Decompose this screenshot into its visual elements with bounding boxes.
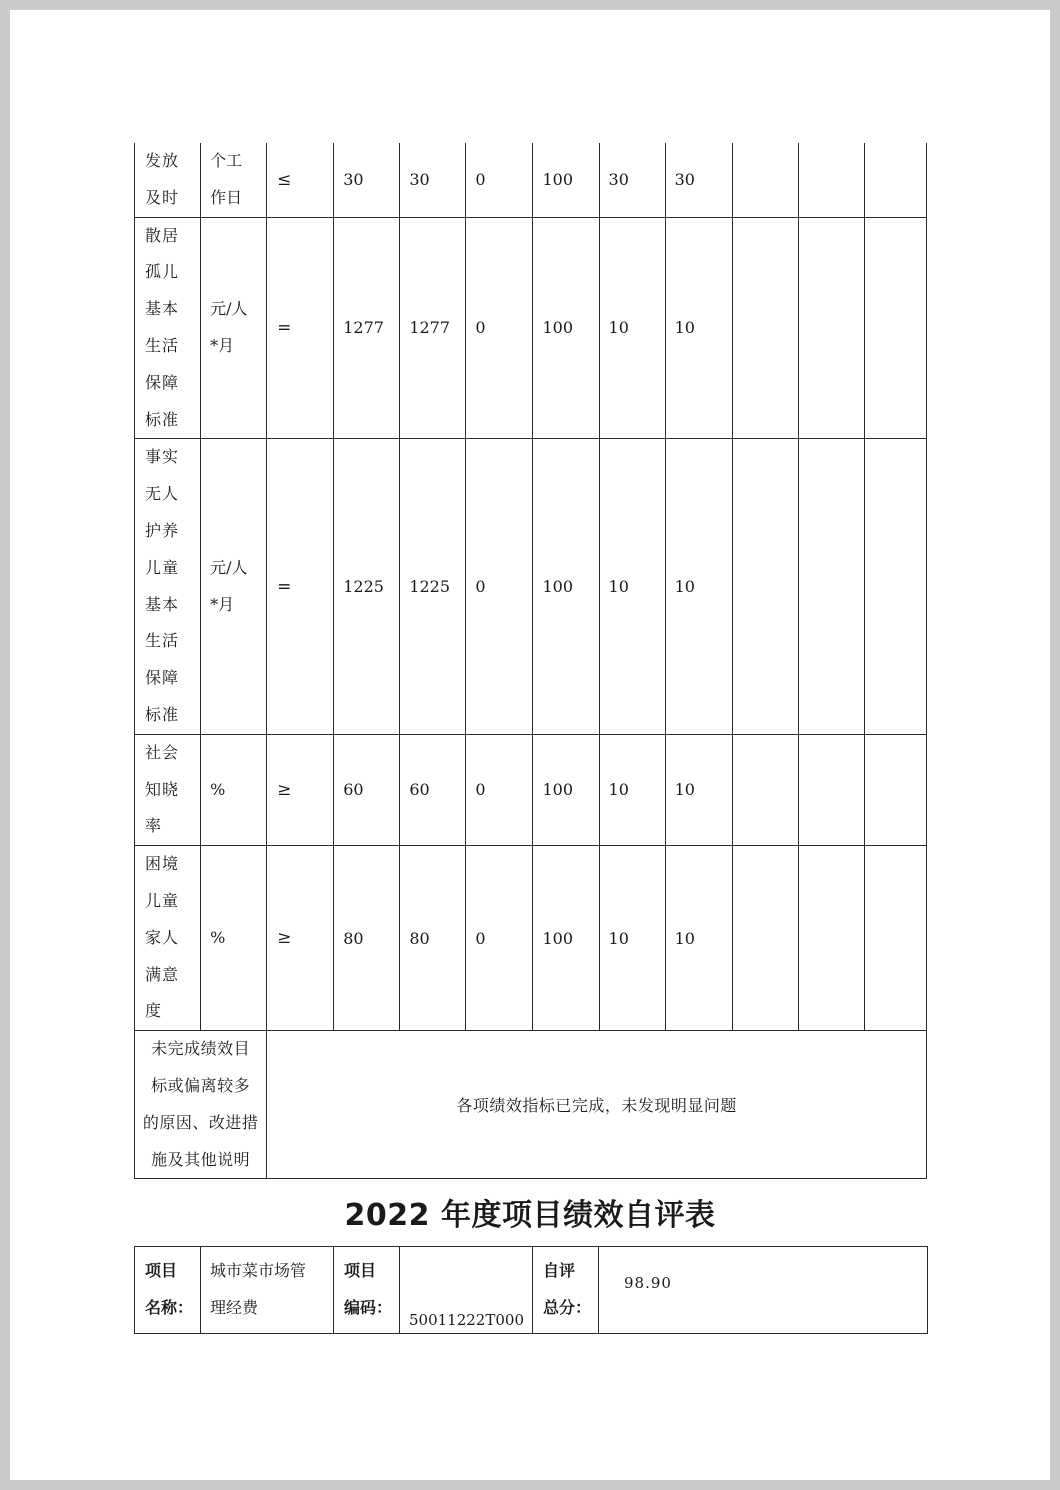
indicator-weight: 10 — [599, 734, 665, 845]
indicator-unit — [201, 734, 267, 845]
indicator-deviation: 0 — [466, 846, 533, 1031]
indicator-actual: 1225 — [400, 439, 466, 734]
indicator-name-line: 事实 — [145, 447, 180, 467]
indicator-target: 1225 — [334, 439, 400, 734]
indicator-name — [135, 846, 201, 1031]
indicator-unit — [201, 217, 267, 439]
project-name-label — [135, 1247, 201, 1334]
indicator-target: 80 — [334, 846, 400, 1031]
indicator-score: 10 — [665, 217, 732, 439]
value-line: 城市菜市场管 — [210, 1261, 307, 1281]
empty-cell — [864, 143, 926, 217]
indicator-name-line: 孤儿 — [145, 262, 180, 282]
indicator-unit-line: 元/人 — [210, 557, 248, 577]
indicator-deviation: 0 — [466, 217, 533, 439]
empty-cell — [798, 846, 864, 1031]
empty-cell — [732, 734, 798, 845]
indicator-target: 60 — [334, 734, 400, 845]
indicator-unit-line: *月 — [210, 335, 235, 355]
indicator-rate: 100 — [533, 143, 599, 217]
indicator-name — [135, 217, 201, 439]
indicator-name-line: 保障 — [145, 668, 180, 688]
empty-cell — [864, 734, 926, 845]
indicator-score: 10 — [665, 439, 732, 734]
indicator-symbol: ≥ — [267, 734, 334, 845]
total-score-value: 98.90 — [599, 1247, 928, 1334]
indicator-row — [135, 143, 927, 217]
remark-content: 各项绩效指标已完成，未发现明显问题 — [267, 1031, 927, 1179]
indicator-row — [135, 734, 927, 845]
indicator-unit-line: 作日 — [210, 187, 243, 207]
empty-cell — [732, 217, 798, 439]
indicator-actual: 60 — [400, 734, 466, 845]
indicator-row — [135, 846, 927, 1031]
empty-cell — [732, 439, 798, 734]
label-line: 总分： — [543, 1298, 592, 1317]
indicator-rate: 100 — [533, 217, 599, 439]
indicator-symbol: = — [267, 217, 334, 439]
indicator-row — [135, 439, 927, 734]
form-title: 2022 年度项目绩效自评表 — [344, 1198, 716, 1233]
indicator-target: 30 — [334, 143, 400, 217]
indicator-rate: 100 — [533, 846, 599, 1031]
empty-cell — [864, 439, 926, 734]
indicator-unit-line: % — [210, 779, 226, 799]
remark-label-line: 未完成绩效目 — [151, 1039, 251, 1059]
indicator-name-line: 保障 — [145, 372, 180, 392]
indicator-name-line: 标准 — [145, 409, 180, 429]
indicator-name-line: 发放 — [145, 151, 180, 170]
project-code-value: 50011222T000 — [400, 1247, 533, 1334]
indicator-name-line: 度 — [145, 1001, 163, 1021]
indicator-rate: 100 — [533, 439, 599, 734]
project-info-table — [134, 1246, 928, 1334]
indicator-name — [135, 734, 201, 845]
indicator-name-line: 知晓 — [145, 779, 180, 799]
indicator-rate: 100 — [533, 734, 599, 845]
label-line: 项目 — [145, 1261, 178, 1281]
indicator-weight: 10 — [599, 846, 665, 1031]
label-line: 编码： — [344, 1298, 393, 1317]
empty-cell — [798, 439, 864, 734]
indicator-name-line: 无人 — [145, 484, 180, 504]
indicator-name — [135, 143, 201, 217]
indicator-score: 10 — [665, 846, 732, 1031]
indicator-name-line: 护养 — [145, 520, 180, 540]
indicator-name-line: 满意 — [145, 964, 180, 984]
remark-row — [135, 1031, 927, 1179]
indicator-name-line: 率 — [145, 816, 163, 836]
remark-label-line: 的原因、改进措 — [142, 1112, 259, 1132]
indicator-symbol: = — [267, 439, 334, 734]
indicator-deviation: 0 — [466, 143, 533, 217]
indicator-target: 1277 — [334, 217, 400, 439]
label-line: 项目 — [344, 1261, 377, 1281]
empty-cell — [798, 734, 864, 845]
indicator-row — [135, 217, 927, 439]
empty-cell — [864, 846, 926, 1031]
indicator-weight: 10 — [599, 439, 665, 734]
indicator-unit-line: 个工 — [210, 151, 243, 170]
indicator-weight: 30 — [599, 143, 665, 217]
indicator-score: 30 — [665, 143, 732, 217]
indicator-name-line: 及时 — [145, 187, 180, 207]
remark-label — [135, 1031, 267, 1179]
indicator-name-line: 基本 — [145, 594, 180, 614]
indicator-name-line: 社会 — [145, 742, 180, 762]
remark-label-line: 标或偏离较多 — [151, 1075, 251, 1095]
indicator-deviation: 0 — [466, 439, 533, 734]
indicator-actual: 1277 — [400, 217, 466, 439]
indicator-name-line: 生活 — [145, 631, 180, 651]
empty-cell — [798, 217, 864, 439]
indicator-name-line: 儿童 — [145, 557, 180, 577]
indicator-unit — [201, 846, 267, 1031]
indicator-unit-line: % — [210, 927, 226, 947]
empty-cell — [798, 143, 864, 217]
project-code-label — [334, 1247, 400, 1334]
indicator-name-line: 困境 — [145, 854, 180, 874]
indicator-name-line: 基本 — [145, 299, 180, 319]
value-line: 理经费 — [210, 1298, 259, 1317]
indicator-deviation: 0 — [466, 734, 533, 845]
empty-cell — [732, 846, 798, 1031]
remark-label-line: 施及其他说明 — [151, 1149, 251, 1169]
indicator-unit-line: 元/人 — [210, 299, 248, 319]
indicator-name — [135, 439, 201, 734]
project-info-row — [135, 1247, 928, 1334]
indicator-name-line: 生活 — [145, 335, 180, 355]
label-line: 自评 — [543, 1261, 576, 1281]
project-name-value — [201, 1247, 334, 1334]
empty-cell — [864, 217, 926, 439]
indicator-symbol: ≥ — [267, 846, 334, 1031]
document-page — [10, 10, 1050, 1480]
indicator-unit — [201, 439, 267, 734]
indicator-name-line: 标准 — [145, 704, 180, 724]
total-score-label — [533, 1247, 599, 1334]
indicator-weight: 10 — [599, 217, 665, 439]
indicator-unit-line: *月 — [210, 594, 235, 614]
empty-cell — [732, 143, 798, 217]
indicator-actual: 30 — [400, 143, 466, 217]
label-line: 名称： — [145, 1298, 194, 1317]
indicator-name-line: 家人 — [145, 927, 180, 947]
indicator-actual: 80 — [400, 846, 466, 1031]
indicator-name-line: 儿童 — [145, 890, 180, 910]
indicator-table — [134, 143, 927, 1179]
indicator-unit — [201, 143, 267, 217]
indicator-score: 10 — [665, 734, 732, 845]
indicator-symbol: ≤ — [267, 143, 334, 217]
indicator-name-line: 散居 — [145, 225, 180, 245]
